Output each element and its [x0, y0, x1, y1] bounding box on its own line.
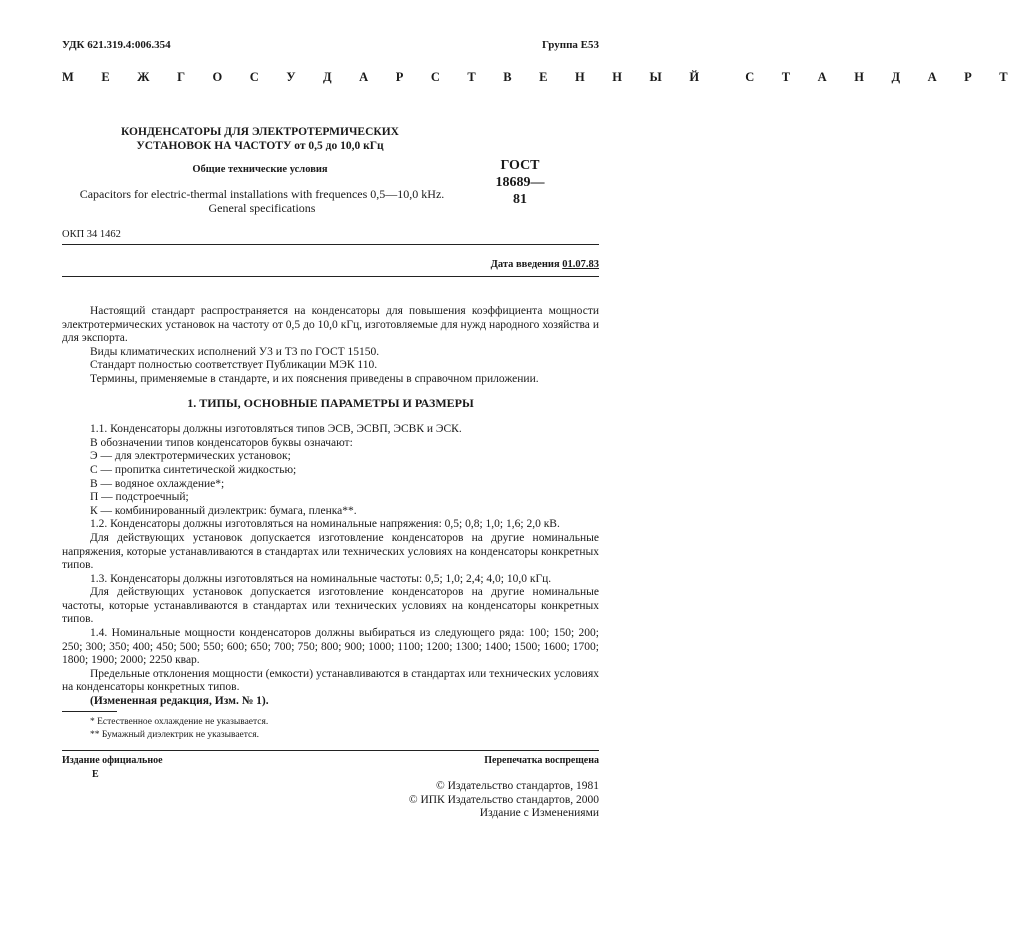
interstate-standard-banner	[62, 70, 1020, 85]
copyright-block	[409, 780, 599, 821]
interstate-word: М Е Ж Г О С У Д А Р С Т В Е Н Н Ы Й	[62, 70, 712, 84]
introduction-date-value: 01.07.83	[562, 259, 599, 270]
clause-1-4: 1.4. Номинальные мощности конденсаторов должны выбираться из следующего ряда: 100; 150; 200; 250; 300; 350; 400; 450; 500; 550; 600; 650; 700; 750; 800; 900; 1000; 1100; 1200; 1300; 1400; 1500; 1600; 1700; 1800; 1900; 2000; 2250 квар.	[62, 627, 599, 667]
divider	[62, 750, 599, 751]
reprint-notice: Перепечатка воспрещена	[484, 755, 599, 766]
paragraph: В обозначении типов конденсаторов буквы означают:	[90, 436, 353, 449]
footnote: ** Бумажный диэлектрик не указывается.	[90, 729, 260, 740]
section-heading: 1. ТИПЫ, ОСНОВНЫЕ ПАРАМЕТРЫ И РАЗМЕРЫ	[187, 395, 474, 410]
gost-label: ГОСТ	[500, 158, 540, 173]
amendment-note: (Измененная редакция, Изм. № 1).	[90, 695, 269, 708]
official-edition: Издание официальное	[62, 755, 163, 766]
gost-number: 18689—81	[495, 175, 545, 207]
copyright-line: © ИПК Издательство стандартов, 2000	[408, 793, 599, 806]
paragraph: Предельные отклонения мощности (емкости) устанавливаются в стандартах или технических условиях на конденсаторы конкретных типов.	[62, 667, 599, 694]
clause-1-3: 1.3. Конденсаторы должны изготовляться на номинальные частоты: 0,5; 1,0; 2,4; 4,0; 10,0 кГц.	[90, 572, 552, 585]
paragraph: Виды климатических исполнений У3 и Т3 по ГОСТ 15150.	[90, 345, 380, 358]
edition-mark: Е	[92, 769, 99, 780]
list-item: С — пропитка синтетической жидкостью;	[90, 463, 297, 476]
document-body	[62, 305, 599, 709]
footnote: * Естественное охлаждение не указывается.	[90, 717, 269, 727]
list-item: Э — для электротермических установок;	[90, 450, 291, 463]
paragraph: Термины, применяемые в стандарте, и их пояснения приведены в справочном приложении.	[90, 372, 539, 385]
english-title-line-1: Capacitors for electric-thermal installations with frequences 0,5—10,0 kHz.	[79, 187, 445, 201]
title-line-1: КОНДЕНСАТОРЫ ДЛЯ ЭЛЕКТРОТЕРМИЧЕСКИХ	[121, 126, 399, 138]
standard-word: С Т А Н Д А Р Т	[745, 70, 1020, 84]
list-item: П — подстроечный;	[90, 491, 189, 504]
clause-1-2: 1.2. Конденсаторы должны изготовляться на номинальные напряжения: 0,5; 0,8; 1,0; 1,6; 2,0 кВ.	[90, 518, 560, 531]
english-title-line-2: General specifications	[208, 200, 316, 215]
paragraph: Для действующих установок допускается изготовление конденсаторов на другие номинальные напряжения, которые устанавливаются в стандартах или технических условиях на конденсаторы конкретных типов.	[62, 531, 599, 572]
divider	[62, 276, 599, 277]
list-item: К — комбинированный диэлектрик: бумага, пленка**.	[90, 504, 357, 517]
paragraph: Настоящий стандарт распространяется на конденсаторы для повышения коэффициента мощности электротермических установок на частоту от 0,5 до 10,0 кГц, изготовляемые для нужд народного хозяйства и для экспорта.	[62, 305, 599, 345]
footnotes	[62, 716, 268, 741]
english-title	[62, 188, 462, 215]
introduction-date	[491, 259, 599, 270]
paragraph: Стандарт полностью соответствует Публикации МЭК 110.	[90, 359, 378, 372]
introduction-date-label: Дата введения	[490, 259, 560, 270]
group-code: Группа Е53	[541, 39, 599, 51]
gost-designation	[490, 157, 550, 208]
title-line-2: УСТАНОВОК НА ЧАСТОТУ от 0,5 до 10,0 кГц	[136, 140, 384, 152]
udk-code: УДК 621.319.4:006.354	[62, 39, 171, 51]
divider	[62, 244, 599, 245]
revision-note: Издание с Изменениями	[479, 807, 599, 819]
clause-1-1: 1.1. Конденсаторы должны изготовляться типов ЭСВ, ЭСВП, ЭСВК и ЭСК.	[90, 423, 462, 436]
list-item: В — водяное охлаждение*;	[90, 477, 225, 490]
copyright-line: © Издательство стандартов, 1981	[435, 780, 599, 792]
footnote-divider	[62, 711, 117, 712]
document-subtitle: Общие технические условия	[192, 164, 328, 175]
okp-code: ОКП 34 1462	[62, 229, 121, 240]
document-title	[70, 125, 450, 153]
paragraph: Для действующих установок допускается изготовление конденсаторов на другие номинальные частоты, которые устанавливаются в стандартах или технических условиях на конденсаторы конкретных типов.	[62, 586, 599, 626]
